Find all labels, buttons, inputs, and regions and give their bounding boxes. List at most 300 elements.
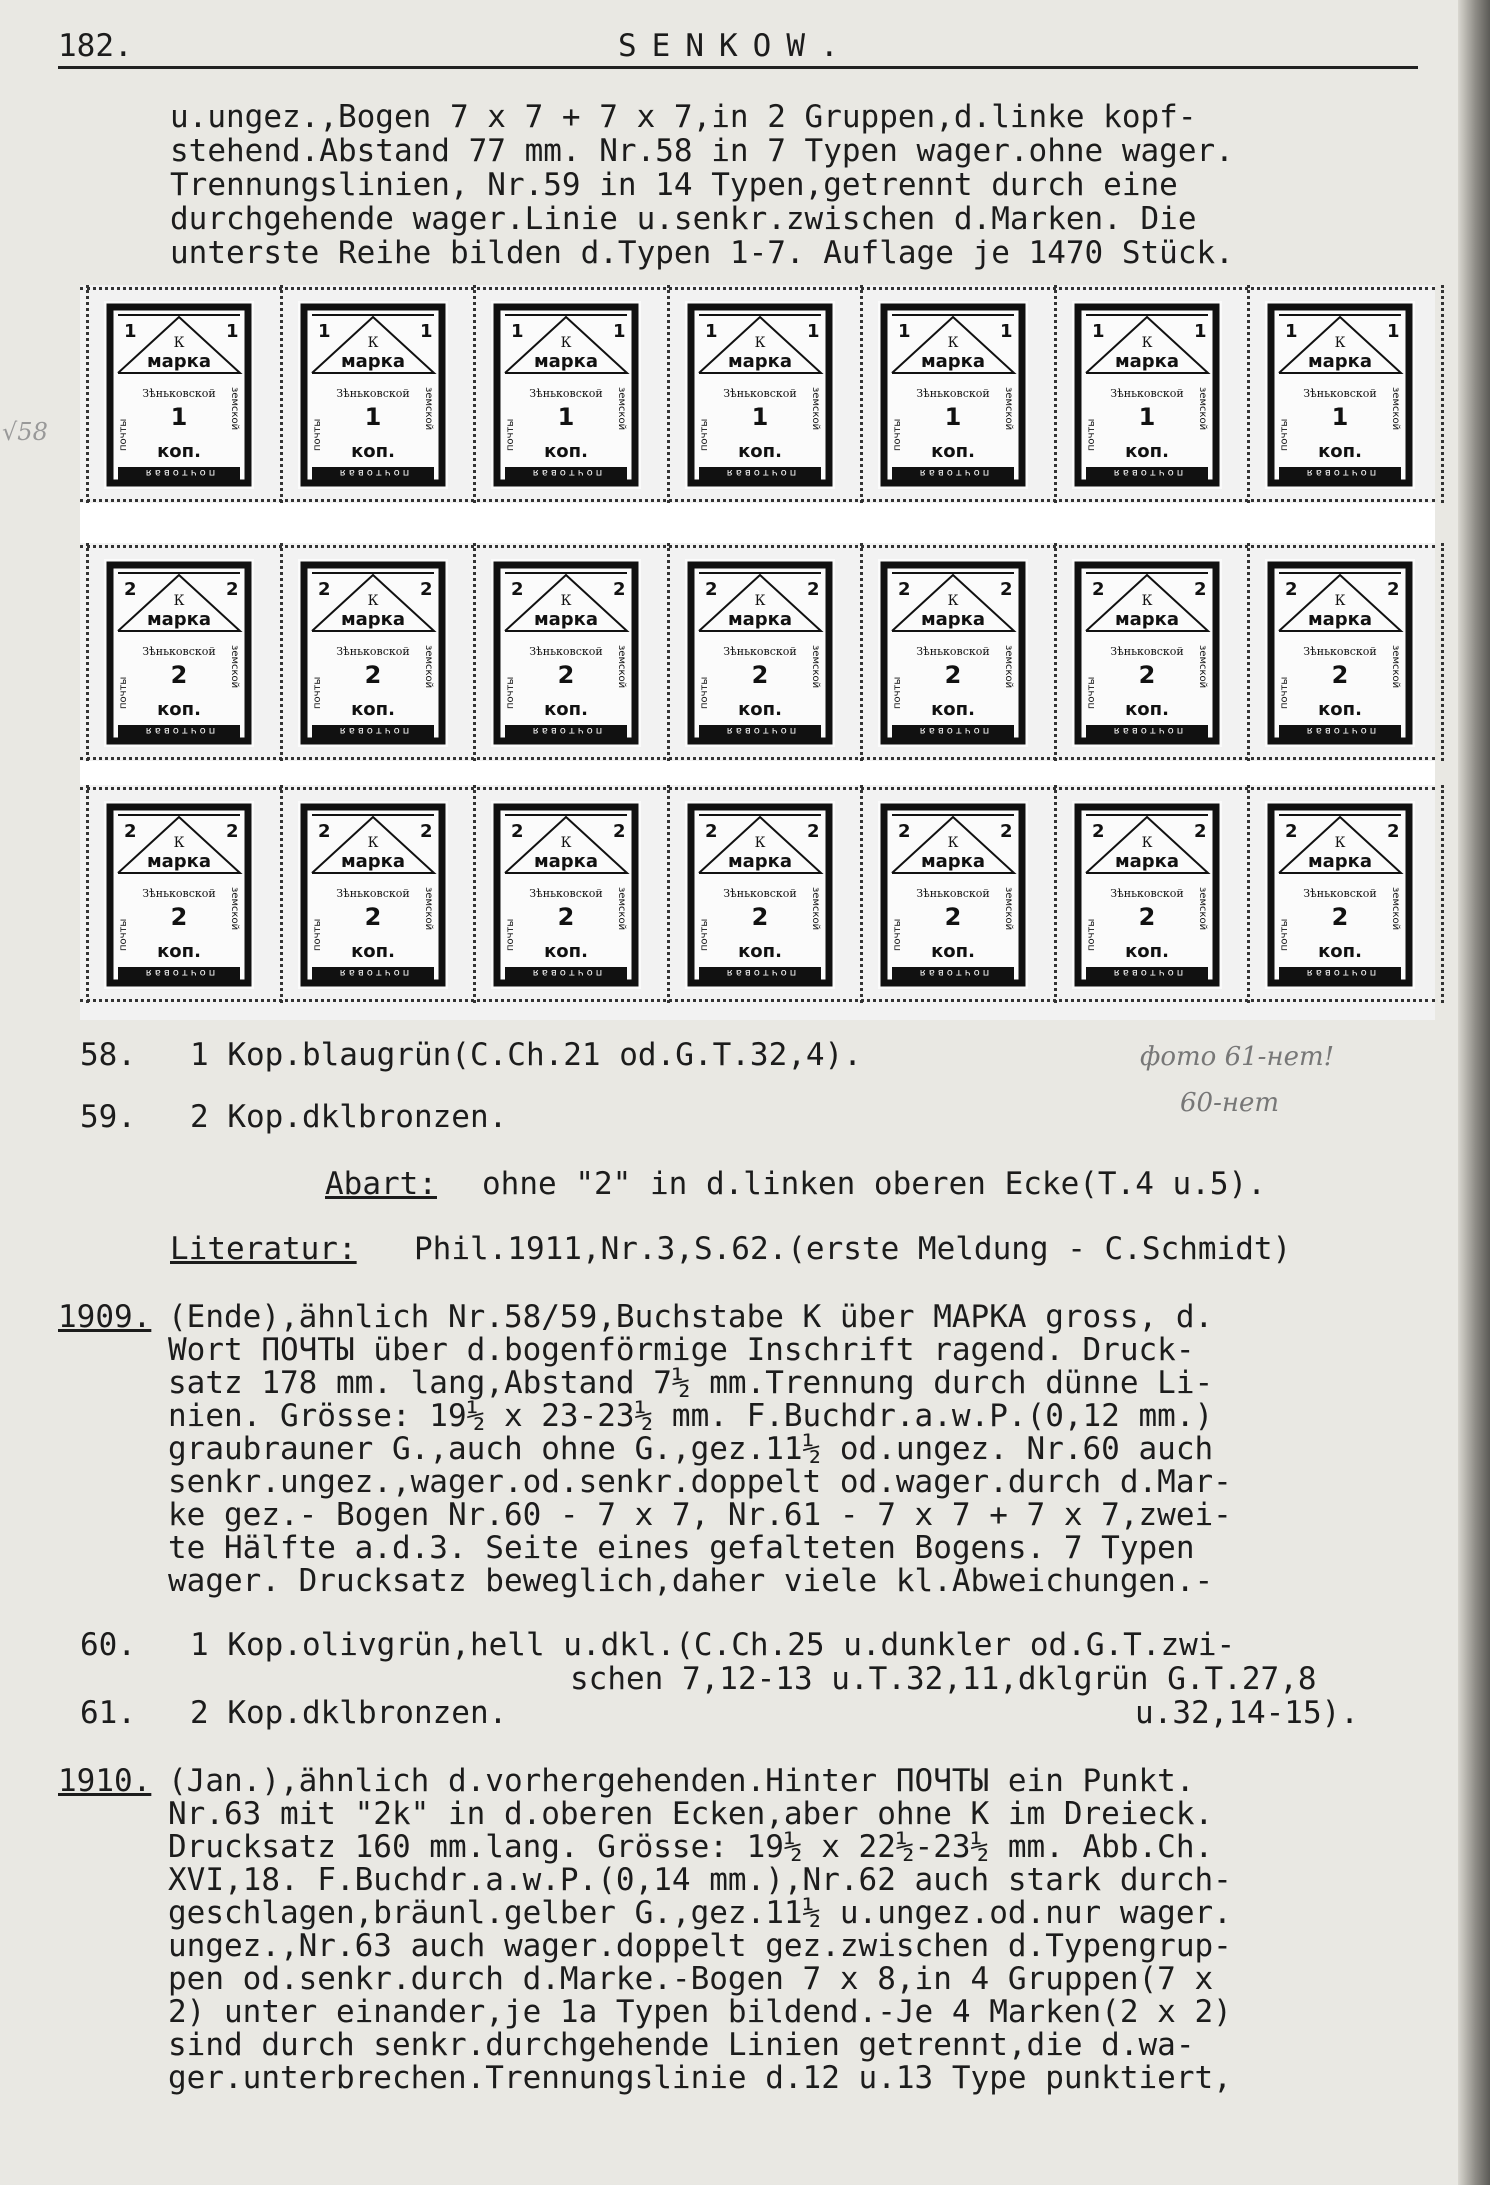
stamp-side-text: земской	[1390, 645, 1401, 689]
section-1910-line: Drucksatz 160 mm.lang. Grösse: 19½ x 22½-23½ mm. Abb.Ch.	[168, 1829, 1214, 1865]
stamp-side-text: почты	[118, 676, 129, 709]
section-1910-first: (Jan.),ähnlich d.vorhergehenden.Hinter ПОЧТЫ ein Punkt.	[168, 1763, 1195, 1799]
intro-line: Trennungslinien, Nr.59 in 14 Typen,getrennt durch eine	[170, 167, 1178, 203]
stamp-corner-value: 2	[124, 579, 137, 600]
stamp-unit: коп.	[544, 699, 588, 720]
perforation-line	[667, 785, 670, 1003]
stamp-corner-value: 2	[226, 821, 239, 842]
stamp-bottom-text: почтовая	[723, 967, 796, 978]
stamp-value: 2	[944, 661, 962, 689]
section-1909-line: graubrauner G.,auch ohne G.,gez.11½ od.ungez. Nr.60 auch	[168, 1431, 1214, 1467]
stamp-value: 2	[1138, 661, 1155, 689]
entry-number: 60.	[80, 1627, 136, 1663]
stamp-design	[104, 301, 254, 489]
intro-line: u.ungez.,Bogen 7 x 7 + 7 x 7,in 2 Gruppen,d.linke kopf-	[170, 99, 1197, 135]
abart-label	[325, 1167, 437, 1201]
perforation-line	[1247, 785, 1250, 1003]
stamp-corner-value: 1	[226, 321, 239, 342]
stamp-side-text: земской	[809, 387, 821, 431]
entry-text: schen 7,12-13 u.T.32,11,dklgrün G.T.27,8	[570, 1661, 1317, 1697]
perforation-line	[80, 757, 1435, 760]
stamp-value: 2	[557, 903, 575, 931]
perforation-line	[1441, 285, 1444, 503]
stamp-design	[491, 801, 641, 989]
stamp-word: марка	[146, 851, 212, 872]
stamp-value: 2	[364, 903, 381, 931]
stamp-curve-text: Зѣньковской	[529, 887, 603, 900]
stamp-word: марка	[1114, 351, 1179, 372]
stamp-unit: коп.	[157, 441, 201, 462]
stamp-side-text: земской	[422, 887, 434, 931]
stamp	[298, 559, 448, 747]
stamp-corner-value: 2	[1091, 821, 1105, 842]
stamp-bottom-text: почтовая	[336, 967, 409, 978]
stamp-triangle-letter: К	[173, 593, 185, 609]
stamp	[298, 301, 448, 489]
stamp-triangle-letter: К	[1141, 593, 1152, 609]
stamp-value: 1	[1138, 403, 1155, 431]
stamp-side-text: почты	[311, 918, 323, 951]
perforation-line	[1247, 543, 1250, 761]
perforation-line	[86, 285, 89, 503]
stamp-side-text: почты	[311, 676, 323, 709]
stamp-side-text: почты	[311, 418, 323, 451]
stamp-curve-text: Зѣньковской	[1303, 645, 1377, 658]
stamp-curve-text: Зѣньковской	[916, 887, 990, 900]
entry-text: u.32,14-15).	[1135, 1695, 1359, 1731]
stamp-corner-value: 2	[226, 579, 239, 600]
stamp-bottom-text: почтовая	[529, 467, 603, 478]
stamp-bottom-text: почтовая	[723, 725, 796, 736]
year-1909: 1909.	[58, 1299, 152, 1335]
stamp-bottom-text: почтовая	[529, 967, 603, 978]
stamp-corner-value: 2	[898, 821, 911, 842]
entry-text: 2 Kop.dklbronzen.	[190, 1695, 508, 1731]
entry-number: 61.	[80, 1695, 136, 1731]
stamp-side-text: земской	[422, 387, 434, 431]
perforation-line	[280, 785, 283, 1003]
stamp-unit: коп.	[1124, 941, 1169, 962]
stamp-word: марка	[340, 351, 405, 372]
handwritten-note: фото 61-нет!	[1140, 1042, 1335, 1072]
perforation-line	[86, 543, 89, 761]
stamp-design	[1072, 559, 1222, 747]
stamp-corner-value: 2	[613, 821, 626, 842]
stamp-side-text: почты	[1279, 676, 1290, 709]
stamp-value: 2	[1331, 661, 1349, 689]
stamp-design	[1265, 559, 1415, 747]
stamp	[104, 559, 254, 747]
stamp-curve-text: Зѣньковской	[1109, 887, 1184, 900]
stamp-side-text: почты	[505, 418, 516, 451]
perforation-line	[280, 543, 283, 761]
stamp-corner-value: 1	[1091, 321, 1105, 342]
entry-text: 1 Kop.olivgrün,hell u.dkl.(C.Ch.25 u.dunkler od.G.T.zwi-	[190, 1627, 1236, 1663]
stamp	[1072, 801, 1222, 989]
stamp-row	[80, 285, 1435, 503]
stamp-bottom-text: почтовая	[1303, 467, 1377, 478]
stamp-bottom-text: почтовая	[142, 467, 216, 478]
perforation-line	[1441, 785, 1444, 1003]
stamp-design	[491, 301, 641, 489]
stamp-side-text: земской	[1003, 387, 1014, 431]
stamp-corner-value: 1	[124, 321, 137, 342]
stamp-curve-text: Зѣньковской	[1303, 387, 1377, 400]
stamp-side-text: земской	[1390, 387, 1401, 431]
stamp-corner-value: 2	[317, 821, 331, 842]
stamp-value: 2	[170, 903, 188, 931]
entry-text: 1 Kop.blaugrün(C.Ch.21 od.G.T.32,4).	[190, 1037, 862, 1073]
stamp-side-text: почты	[892, 676, 903, 709]
section-1909-line: satz 178 mm. lang,Abstand 7½ mm.Trennung durch dünne Li-	[168, 1365, 1214, 1401]
stamp-corner-value: 2	[704, 579, 718, 600]
margin-note: √58	[2, 418, 48, 446]
stamp-corner-value: 1	[511, 321, 524, 342]
stamp-value: 2	[1138, 903, 1155, 931]
perforation-line	[473, 785, 476, 1003]
stamp-value: 2	[751, 903, 768, 931]
section-1910-line: ger.unterbrechen.Trennungslinie d.12 u.13 Type punktiert,	[168, 2060, 1232, 2096]
stamp-design	[298, 559, 448, 747]
perforation-line	[1441, 543, 1444, 761]
stamp	[104, 801, 254, 989]
stamp-side-text: почты	[1279, 418, 1290, 451]
stamp-bottom-text: почтовая	[1110, 967, 1183, 978]
stamp-corner-value: 2	[1387, 579, 1400, 600]
stamp-word: марка	[920, 351, 986, 372]
sheet-row-gap	[80, 761, 1435, 785]
stamp-corner-value: 2	[613, 579, 626, 600]
perforation-line	[80, 787, 1435, 790]
page-number: 182.	[58, 28, 133, 64]
perforation-line	[860, 543, 863, 761]
stamp-side-text: почты	[698, 918, 710, 951]
stamp-corner-value: 2	[806, 821, 820, 842]
section-1909-line: te Hälfte a.d.3. Seite eines gefalteten Bogens. 7 Typen	[168, 1530, 1195, 1566]
stamp	[1072, 559, 1222, 747]
stamp-word: марка	[727, 351, 792, 372]
stamp-corner-value: 1	[1193, 321, 1207, 342]
stamp-value: 2	[944, 903, 962, 931]
stamp-side-text: почты	[892, 418, 903, 451]
stamp-curve-text: Зѣньковской	[335, 887, 410, 900]
section-1910-line: XVI,18. F.Buchdr.a.w.P.(0,14 mm.),Nr.62 auch stark durch-	[168, 1862, 1232, 1898]
stamp-word: марка	[727, 851, 792, 872]
stamp-word: марка	[1114, 851, 1179, 872]
stamp-unit: коп.	[157, 699, 201, 720]
stamp-corner-value: 2	[419, 821, 433, 842]
literatur-label	[170, 1232, 357, 1266]
perforation-line	[473, 543, 476, 761]
stamp-design	[685, 801, 835, 989]
perforation-line	[473, 285, 476, 503]
stamp-triangle-letter: К	[1141, 335, 1152, 351]
stamp-side-text: земской	[616, 645, 627, 689]
stamp-triangle-letter: К	[560, 835, 572, 851]
stamp-unit: коп.	[157, 941, 201, 962]
stamp-side-text: земской	[229, 387, 240, 431]
stamp-unit: коп.	[931, 941, 975, 962]
stamp-triangle-letter: К	[560, 335, 572, 351]
stamp-corner-value: 1	[317, 321, 331, 342]
stamp-side-text: почты	[698, 676, 710, 709]
abart-label-text: Abart:	[325, 1166, 437, 1202]
intro-line: stehend.Abstand 77 mm. Nr.58 in 7 Typen wager.ohne wager.	[170, 133, 1234, 169]
stamp-curve-text: Зѣньковской	[916, 645, 990, 658]
stamp-value: 2	[364, 661, 381, 689]
stamp-unit: коп.	[350, 941, 395, 962]
stamp-side-text: почты	[505, 918, 516, 951]
stamp-design	[298, 801, 448, 989]
stamp-side-text: земской	[229, 645, 240, 689]
perforation-line	[1247, 285, 1250, 503]
stamp-side-text: земской	[616, 887, 627, 931]
stamp-curve-text: Зѣньковской	[722, 387, 797, 400]
stamp-curve-text: Зѣньковской	[529, 387, 603, 400]
stamp-corner-value: 2	[419, 579, 433, 600]
stamp-corner-value: 1	[613, 321, 626, 342]
stamp-unit: коп.	[544, 941, 588, 962]
stamp-bottom-text: почтовая	[142, 967, 216, 978]
perforation-line	[1054, 543, 1057, 761]
intro-line: unterste Reihe bilden d.Typen 1-7. Auflage je 1470 Stück.	[170, 235, 1234, 271]
stamp-triangle-letter: К	[367, 335, 378, 351]
stamp-value: 1	[1331, 403, 1349, 431]
stamp-curve-text: Зѣньковской	[722, 645, 797, 658]
stamp-corner-value: 1	[1000, 321, 1013, 342]
stamp-side-text: почты	[1279, 918, 1290, 951]
stamp	[878, 301, 1028, 489]
stamp-side-text: почты	[505, 676, 516, 709]
stamp-curve-text: Зѣньковской	[142, 645, 216, 658]
literatur-text: Phil.1911,Nr.3,S.62.(erste Meldung - C.Schmidt)	[414, 1231, 1292, 1267]
stamp-side-text: земской	[422, 645, 434, 689]
stamp-unit: коп.	[1318, 441, 1362, 462]
entry-number: 58.	[80, 1037, 136, 1073]
year-1910: 1910.	[58, 1763, 152, 1799]
stamp-word: марка	[727, 609, 792, 630]
stamp-curve-text: Зѣньковской	[916, 387, 990, 400]
stamp-side-text: земской	[1003, 645, 1014, 689]
stamp	[298, 801, 448, 989]
perforation-line	[667, 543, 670, 761]
section-1909-line: ke gez.- Bogen Nr.60 - 7 x 7, Nr.61 - 7 x 7 + 7 x 7,zwei-	[168, 1497, 1232, 1533]
stamp-design	[491, 559, 641, 747]
stamp-corner-value: 2	[1285, 821, 1298, 842]
stamp-triangle-letter: К	[947, 835, 959, 851]
stamp-triangle-letter: К	[367, 593, 378, 609]
stamp-curve-text: Зѣньковской	[1109, 387, 1184, 400]
stamp-curve-text: Зѣньковской	[722, 887, 797, 900]
sheet-row-gap	[80, 503, 1435, 543]
section-1909-line: nien. Grösse: 19½ x 23-23½ mm. F.Buchdr.a.w.P.(0,12 mm.)	[168, 1398, 1214, 1434]
perforation-line	[280, 285, 283, 503]
stamp-word: марка	[1307, 609, 1373, 630]
stamp-value: 1	[364, 403, 381, 431]
stamp-side-text: земской	[1003, 887, 1014, 931]
stamp-value: 1	[170, 403, 188, 431]
stamp-side-text: почты	[1085, 918, 1097, 951]
perforation-line	[1054, 785, 1057, 1003]
stamp-side-text: почты	[118, 418, 129, 451]
stamp-side-text: земской	[1196, 887, 1208, 931]
stamp-unit: коп.	[737, 699, 782, 720]
stamp-bottom-text: почтовая	[142, 725, 216, 736]
stamp	[491, 301, 641, 489]
stamp	[685, 801, 835, 989]
stamp-side-text: почты	[1085, 418, 1097, 451]
stamp-corner-value: 2	[704, 821, 718, 842]
stamp-value: 1	[944, 403, 962, 431]
stamp	[104, 301, 254, 489]
section-1909-first: (Ende),ähnlich Nr.58/59,Buchstabe K über МАРКА gross, d.	[168, 1299, 1214, 1335]
stamp-side-text: почты	[1085, 676, 1097, 709]
stamp-side-text: земской	[1390, 887, 1401, 931]
stamp	[878, 559, 1028, 747]
stamp-side-text: земской	[809, 887, 821, 931]
stamp-corner-value: 2	[317, 579, 331, 600]
stamp-curve-text: Зѣньковской	[529, 645, 603, 658]
stamp-bottom-text: почтовая	[1110, 467, 1183, 478]
abart-text: ohne "2" in d.linken oberen Ecke(T.4 u.5).	[482, 1166, 1266, 1202]
stamp-word: марка	[146, 351, 212, 372]
stamp-bottom-text: почтовая	[336, 725, 409, 736]
stamp-triangle-letter: К	[173, 335, 185, 351]
perforation-line	[86, 785, 89, 1003]
stamp-unit: коп.	[737, 941, 782, 962]
stamp-triangle-letter: К	[947, 335, 959, 351]
stamp-design	[685, 559, 835, 747]
stamp-bottom-text: почтовая	[336, 467, 409, 478]
perforation-line	[80, 287, 1435, 290]
stamp-word: марка	[533, 851, 599, 872]
stamp-corner-value: 2	[1000, 821, 1013, 842]
stamp-design	[1072, 801, 1222, 989]
stamp-corner-value: 2	[1193, 821, 1207, 842]
stamp-design	[1265, 801, 1415, 989]
stamp-value: 2	[751, 661, 768, 689]
stamp-word: марка	[920, 851, 986, 872]
stamp-curve-text: Зѣньковской	[142, 887, 216, 900]
stamp-corner-value: 2	[124, 821, 137, 842]
perforation-line	[80, 545, 1435, 548]
stamp-design	[878, 801, 1028, 989]
stamp-unit: коп.	[1124, 441, 1169, 462]
entry-number: 59.	[80, 1099, 136, 1135]
stamp-row	[80, 543, 1435, 761]
stamp-triangle-letter: К	[1141, 835, 1152, 851]
stamp-corner-value: 2	[1091, 579, 1105, 600]
perforation-line	[80, 999, 1435, 1002]
section-1910-line: 2) unter einander,je 1a Typen bildend.-Je 4 Marken(2 x 2)	[168, 1994, 1232, 2030]
section-1910-line: sind durch senkr.durchgehende Linien getrennt,die d.wa-	[168, 2027, 1195, 2063]
stamp-design	[878, 559, 1028, 747]
section-1910-line: pen od.senkr.durch d.Marke.-Bogen 7 x 8,in 4 Gruppen(7 x	[168, 1961, 1214, 1997]
literatur-label-text: Literatur:	[170, 1231, 357, 1267]
stamp-triangle-letter: К	[1334, 835, 1346, 851]
stamp-unit: коп.	[1318, 699, 1362, 720]
stamp-side-text: земской	[1196, 387, 1208, 431]
stamp-word: марка	[146, 609, 212, 630]
stamp-design	[1265, 301, 1415, 489]
stamp-side-text: почты	[892, 918, 903, 951]
stamp-bottom-text: почтовая	[529, 725, 603, 736]
stamp-bottom-text: почтовая	[1303, 725, 1377, 736]
stamp-curve-text: Зѣньковской	[335, 387, 410, 400]
stamp-word: марка	[533, 609, 599, 630]
stamp-unit: коп.	[737, 441, 782, 462]
year-heading	[58, 1764, 151, 1798]
stamp-corner-value: 2	[898, 579, 911, 600]
section-1909-line: Wort ПОЧТЫ über d.bogenförmige Inschrift ragend. Druck-	[168, 1332, 1195, 1368]
entry-text: 2 Kop.dklbronzen.	[190, 1099, 508, 1135]
stamp	[878, 801, 1028, 989]
stamp-word: марка	[340, 609, 405, 630]
stamp-unit: коп.	[931, 441, 975, 462]
stamp-corner-value: 2	[1000, 579, 1013, 600]
perforation-line	[860, 785, 863, 1003]
stamp-value: 2	[557, 661, 575, 689]
stamp-bottom-text: почтовая	[1110, 725, 1183, 736]
stamp-row	[80, 785, 1435, 1003]
stamp-corner-value: 2	[1285, 579, 1298, 600]
stamp-corner-value: 1	[1285, 321, 1298, 342]
stamp-triangle-letter: К	[754, 835, 765, 851]
stamp-corner-value: 1	[898, 321, 911, 342]
stamp-word: марка	[1307, 851, 1373, 872]
stamp-curve-text: Зѣньковской	[142, 387, 216, 400]
stamp-word: марка	[533, 351, 599, 372]
header-rule	[58, 66, 1418, 69]
stamp-unit: коп.	[350, 441, 395, 462]
stamp-word: марка	[340, 851, 405, 872]
stamp-side-text: земской	[229, 887, 240, 931]
stamp-corner-value: 1	[704, 321, 718, 342]
stamp-curve-text: Зѣньковской	[335, 645, 410, 658]
stamp-triangle-letter: К	[560, 593, 572, 609]
stamp-side-text: почты	[118, 918, 129, 951]
stamp-bottom-text: почтовая	[1303, 967, 1377, 978]
perforation-line	[80, 499, 1435, 502]
stamp-unit: коп.	[931, 699, 975, 720]
stamp-triangle-letter: К	[754, 335, 765, 351]
stamp-design	[104, 801, 254, 989]
stamp	[1072, 301, 1222, 489]
year-heading	[58, 1300, 151, 1334]
stamp-bottom-text: почтовая	[916, 967, 990, 978]
stamp-value: 1	[557, 403, 575, 431]
page-title: SENKOW.	[618, 28, 854, 64]
perforation-line	[860, 285, 863, 503]
stamp-word: марка	[1307, 351, 1373, 372]
stamp-bottom-text: почтовая	[916, 467, 990, 478]
stamp-side-text: земской	[809, 645, 821, 689]
stamp	[1265, 301, 1415, 489]
stamp-curve-text: Зѣньковской	[1109, 645, 1184, 658]
stamp-triangle-letter: К	[1334, 593, 1346, 609]
stamp-unit: коп.	[350, 699, 395, 720]
stamp-design	[685, 301, 835, 489]
stamp	[491, 801, 641, 989]
stamp-unit: коп.	[1318, 941, 1362, 962]
section-1909-line: wager. Drucksatz beweglich,daher viele kl.Abweichungen.-	[168, 1563, 1214, 1599]
section-1909-line: senkr.ungez.,wager.od.senkr.doppelt od.wager.durch d.Mar-	[168, 1464, 1232, 1500]
stamp	[1265, 801, 1415, 989]
perforation-line	[667, 285, 670, 503]
stamp-triangle-letter: К	[367, 835, 378, 851]
stamp	[1265, 559, 1415, 747]
stamp-corner-value: 1	[806, 321, 820, 342]
